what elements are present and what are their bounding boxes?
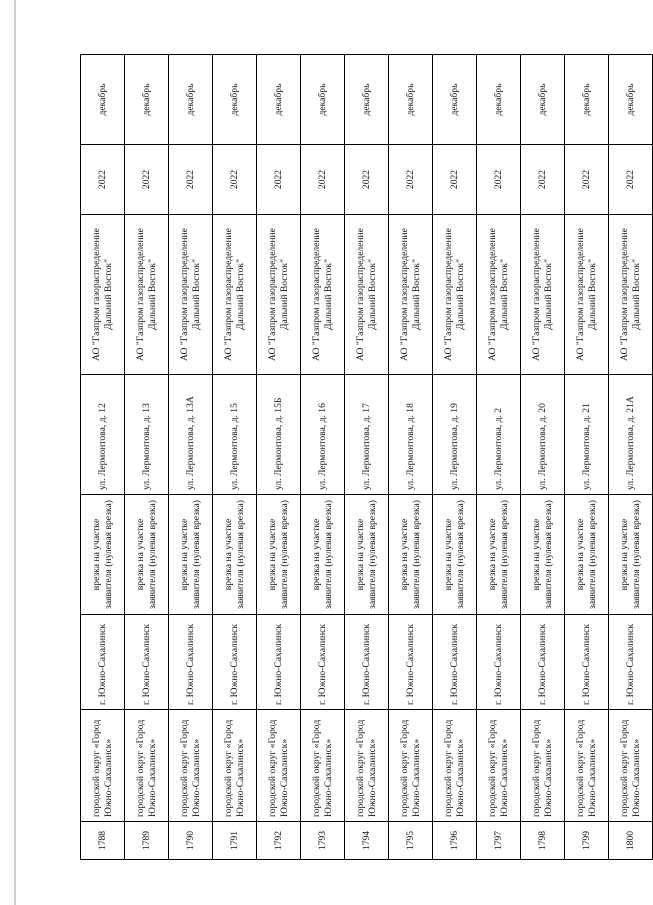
month-cell: декабрь <box>477 55 521 145</box>
municipality-cell: городской округ «Город Южно-Сахалинск» <box>565 710 609 822</box>
row-number: 1794 <box>345 822 389 860</box>
address-cell: ул. Лермонтова, д. 13А <box>169 375 213 495</box>
address-cell: ул. Лермонтова, д. 18 <box>389 375 433 495</box>
row-number: 1791 <box>213 822 257 860</box>
month-cell: декабрь <box>433 55 477 145</box>
year-cell: 2022 <box>81 145 125 215</box>
city-cell: г. Южно-Сахалинск <box>301 615 345 710</box>
organization-cell: АО "Газпром газораспределение Дальний Восток" <box>521 215 565 375</box>
row-number: 1788 <box>81 822 125 860</box>
address-cell: ул. Лермонтова, д. 21А <box>609 375 653 495</box>
row-number: 1793 <box>301 822 345 860</box>
month-cell: декабрь <box>257 55 301 145</box>
municipality-cell: городской округ «Город Южно-Сахалинск» <box>345 710 389 822</box>
month-cell: декабрь <box>345 55 389 145</box>
address-cell: ул. Лермонтова, д. 16 <box>301 375 345 495</box>
municipality-cell: городской округ «Город Южно-Сахалинск» <box>169 710 213 822</box>
row-number: 1800 <box>609 822 653 860</box>
city-cell: г. Южно-Сахалинск <box>609 615 653 710</box>
row-number: 1789 <box>125 822 169 860</box>
city-cell: г. Южно-Сахалинск <box>521 615 565 710</box>
organization-cell: АО "Газпром газораспределение Дальний Восток" <box>257 215 301 375</box>
organization-cell: АО "Газпром газораспределение Дальний Восток" <box>345 215 389 375</box>
address-cell: ул. Лермонтова, д. 2 <box>477 375 521 495</box>
page-edge-shadow <box>14 0 16 905</box>
work-type-cell: врезка на участке заявителя (нулевая врезка) <box>477 495 521 615</box>
month-cell: декабрь <box>565 55 609 145</box>
work-type-cell: врезка на участке заявителя (нулевая врезка) <box>609 495 653 615</box>
table-row <box>477 55 521 860</box>
organization-cell: АО "Газпром газораспределение Дальний Восток" <box>389 215 433 375</box>
city-cell: г. Южно-Сахалинск <box>565 615 609 710</box>
organization-cell: АО "Газпром газораспределение Дальний Восток" <box>609 215 653 375</box>
year-cell: 2022 <box>389 145 433 215</box>
table-row <box>521 55 565 860</box>
table-row <box>125 55 169 860</box>
month-cell: декабрь <box>213 55 257 145</box>
year-cell: 2022 <box>301 145 345 215</box>
city-cell: г. Южно-Сахалинск <box>345 615 389 710</box>
year-cell: 2022 <box>565 145 609 215</box>
row-number: 1797 <box>477 822 521 860</box>
work-type-cell: врезка на участке заявителя (нулевая врезка) <box>565 495 609 615</box>
table-row <box>565 55 609 860</box>
work-type-cell: врезка на участке заявителя (нулевая врезка) <box>125 495 169 615</box>
municipality-cell: городской округ «Город Южно-Сахалинск» <box>433 710 477 822</box>
year-cell: 2022 <box>609 145 653 215</box>
organization-cell: АО "Газпром газораспределение Дальний Восток" <box>169 215 213 375</box>
work-type-cell: врезка на участке заявителя (нулевая врезка) <box>301 495 345 615</box>
rotated-table-container <box>80 55 642 860</box>
city-cell: г. Южно-Сахалинск <box>125 615 169 710</box>
table-row <box>389 55 433 860</box>
work-type-cell: врезка на участке заявителя (нулевая врезка) <box>433 495 477 615</box>
address-cell: ул. Лермонтова, д. 19 <box>433 375 477 495</box>
table-row <box>609 55 653 860</box>
municipality-cell: городской округ «Город Южно-Сахалинск» <box>609 710 653 822</box>
address-cell: ул. Лермонтова, д. 15Б <box>257 375 301 495</box>
month-cell: декабрь <box>301 55 345 145</box>
municipality-cell: городской округ «Город Южно-Сахалинск» <box>389 710 433 822</box>
row-number: 1790 <box>169 822 213 860</box>
work-type-cell: врезка на участке заявителя (нулевая врезка) <box>345 495 389 615</box>
address-cell: ул. Лермонтова, д. 17 <box>345 375 389 495</box>
row-number: 1796 <box>433 822 477 860</box>
city-cell: г. Южно-Сахалинск <box>257 615 301 710</box>
municipality-cell: городской округ «Город Южно-Сахалинск» <box>125 710 169 822</box>
work-type-cell: врезка на участке заявителя (нулевая врезка) <box>389 495 433 615</box>
month-cell: декабрь <box>609 55 653 145</box>
organization-cell: АО "Газпром газораспределение Дальний Восток" <box>565 215 609 375</box>
year-cell: 2022 <box>433 145 477 215</box>
table-row <box>257 55 301 860</box>
gas-connection-schedule-table <box>80 54 653 860</box>
work-type-cell: врезка на участке заявителя (нулевая врезка) <box>169 495 213 615</box>
address-cell: ул. Лермонтова, д. 20 <box>521 375 565 495</box>
month-cell: декабрь <box>169 55 213 145</box>
year-cell: 2022 <box>125 145 169 215</box>
municipality-cell: городской округ «Город Южно-Сахалинск» <box>477 710 521 822</box>
city-cell: г. Южно-Сахалинск <box>81 615 125 710</box>
address-cell: ул. Лермонтова, д. 12 <box>81 375 125 495</box>
municipality-cell: городской округ «Город Южно-Сахалинск» <box>81 710 125 822</box>
city-cell: г. Южно-Сахалинск <box>389 615 433 710</box>
month-cell: декабрь <box>389 55 433 145</box>
municipality-cell: городской округ «Город Южно-Сахалинск» <box>301 710 345 822</box>
month-cell: декабрь <box>125 55 169 145</box>
month-cell: декабрь <box>81 55 125 145</box>
table-row <box>81 55 125 860</box>
municipality-cell: городской округ «Город Южно-Сахалинск» <box>257 710 301 822</box>
year-cell: 2022 <box>213 145 257 215</box>
address-cell: ул. Лермонтова, д. 13 <box>125 375 169 495</box>
table-row <box>169 55 213 860</box>
row-number: 1792 <box>257 822 301 860</box>
year-cell: 2022 <box>521 145 565 215</box>
organization-cell: АО "Газпром газораспределение Дальний Восток" <box>433 215 477 375</box>
year-cell: 2022 <box>477 145 521 215</box>
work-type-cell: врезка на участке заявителя (нулевая врезка) <box>81 495 125 615</box>
municipality-cell: городской округ «Город Южно-Сахалинск» <box>521 710 565 822</box>
city-cell: г. Южно-Сахалинск <box>433 615 477 710</box>
organization-cell: АО "Газпром газораспределение Дальний Восток" <box>477 215 521 375</box>
address-cell: ул. Лермонтова, д. 21 <box>565 375 609 495</box>
year-cell: 2022 <box>257 145 301 215</box>
city-cell: г. Южно-Сахалинск <box>477 615 521 710</box>
year-cell: 2022 <box>345 145 389 215</box>
municipality-cell: городской округ «Город Южно-Сахалинск» <box>213 710 257 822</box>
year-cell: 2022 <box>169 145 213 215</box>
work-type-cell: врезка на участке заявителя (нулевая врезка) <box>257 495 301 615</box>
row-number: 1798 <box>521 822 565 860</box>
work-type-cell: врезка на участке заявителя (нулевая врезка) <box>521 495 565 615</box>
organization-cell: АО "Газпром газораспределение Дальний Восток" <box>81 215 125 375</box>
month-cell: декабрь <box>521 55 565 145</box>
work-type-cell: врезка на участке заявителя (нулевая врезка) <box>213 495 257 615</box>
city-cell: г. Южно-Сахалинск <box>169 615 213 710</box>
row-number: 1799 <box>565 822 609 860</box>
city-cell: г. Южно-Сахалинск <box>213 615 257 710</box>
organization-cell: АО "Газпром газораспределение Дальний Восток" <box>301 215 345 375</box>
row-number: 1795 <box>389 822 433 860</box>
organization-cell: АО "Газпром газораспределение Дальний Восток" <box>213 215 257 375</box>
table-row <box>301 55 345 860</box>
address-cell: ул. Лермонтова, д. 15 <box>213 375 257 495</box>
table-row <box>433 55 477 860</box>
table-row <box>345 55 389 860</box>
table-row <box>213 55 257 860</box>
organization-cell: АО "Газпром газораспределение Дальний Восток" <box>125 215 169 375</box>
